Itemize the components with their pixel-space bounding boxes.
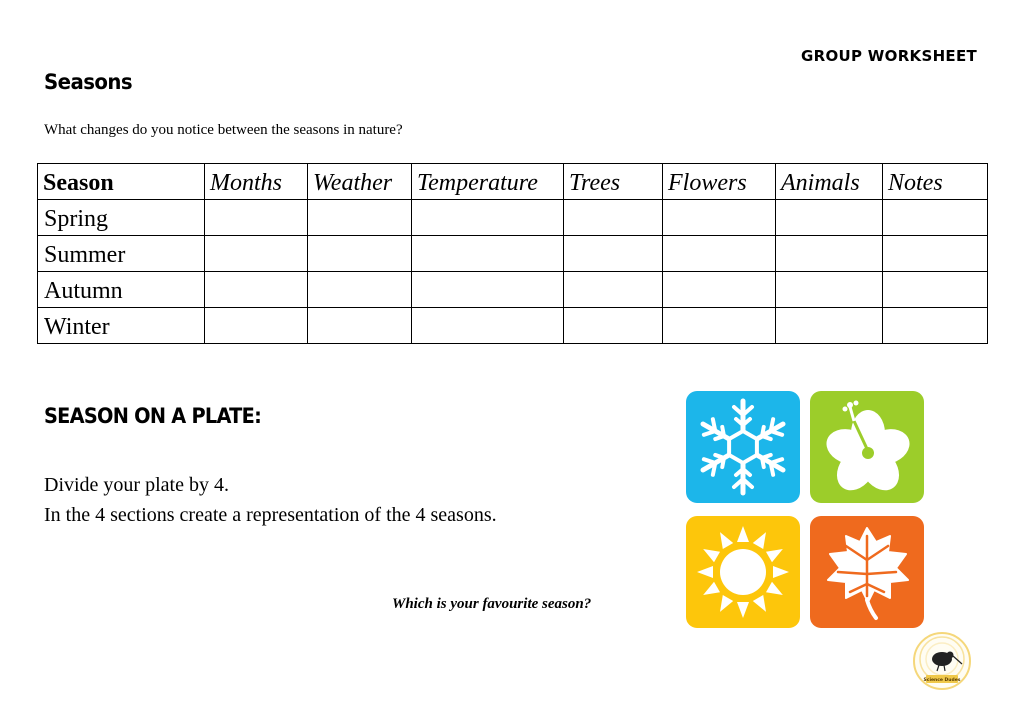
summer-tile [686, 516, 800, 628]
question-text: What changes do you notice between the seasons in nature? [44, 122, 403, 138]
instructions-text [44, 470, 497, 530]
table-cell[interactable] [663, 272, 776, 308]
hibiscus-flower-icon [810, 391, 924, 503]
sun-icon [686, 516, 800, 628]
table-cell[interactable] [308, 272, 412, 308]
table-cell[interactable] [776, 236, 883, 272]
table-cell[interactable] [308, 200, 412, 236]
table-cell[interactable] [883, 200, 988, 236]
column-header-notes: Notes [883, 164, 988, 200]
table-cell[interactable] [308, 236, 412, 272]
column-header-flowers: Flowers [663, 164, 776, 200]
table-cell[interactable] [564, 272, 663, 308]
table-header-row [38, 164, 988, 200]
autumn-tile [810, 516, 924, 628]
column-header-weather: Weather [308, 164, 412, 200]
table-cell[interactable] [205, 272, 308, 308]
worksheet-label: GROUP WORKSHEET [801, 47, 978, 65]
table-cell[interactable] [412, 272, 564, 308]
table-row [38, 308, 988, 344]
table-cell[interactable] [412, 200, 564, 236]
instruction-line: Divide your plate by 4. [44, 474, 229, 496]
table-row [38, 236, 988, 272]
table-cell[interactable] [564, 200, 663, 236]
table-cell[interactable] [412, 308, 564, 344]
row-label-summer: Summer [38, 236, 205, 272]
table-cell[interactable] [564, 236, 663, 272]
column-header-months: Months [205, 164, 308, 200]
table-cell[interactable] [883, 308, 988, 344]
table-cell[interactable] [564, 308, 663, 344]
table-cell[interactable] [776, 272, 883, 308]
table-cell[interactable] [205, 200, 308, 236]
leaf-icon [810, 516, 924, 628]
row-label-autumn: Autumn [38, 272, 205, 308]
table-cell[interactable] [776, 200, 883, 236]
seasons-table [37, 163, 988, 344]
table-row [38, 272, 988, 308]
column-header-temperature: Temperature [412, 164, 564, 200]
table-cell[interactable] [412, 236, 564, 272]
table-row [38, 200, 988, 236]
winter-tile [686, 391, 800, 503]
table-cell[interactable] [663, 308, 776, 344]
spring-tile [810, 391, 924, 503]
row-label-winter: Winter [38, 308, 205, 344]
table-cell[interactable] [308, 308, 412, 344]
instruction-line: In the 4 sections create a representation of the 4 seasons. [44, 504, 497, 526]
favourite-question: Which is your favourite season? [392, 596, 592, 612]
table-cell[interactable] [776, 308, 883, 344]
kiwi-bird-logo [912, 631, 972, 691]
column-header-trees: Trees [564, 164, 663, 200]
table-cell[interactable] [205, 236, 308, 272]
row-label-spring: Spring [38, 200, 205, 236]
column-header-animals: Animals [776, 164, 883, 200]
logo-text: Science Dudes [923, 678, 961, 683]
table-cell[interactable] [663, 200, 776, 236]
table-cell[interactable] [883, 272, 988, 308]
table-cell[interactable] [883, 236, 988, 272]
snowflake-icon [686, 391, 800, 503]
page-title: Seasons [44, 70, 133, 94]
section-title-plate: SEASON ON A PLATE: [44, 404, 262, 428]
table-cell[interactable] [663, 236, 776, 272]
table-cell[interactable] [205, 308, 308, 344]
column-header-season: Season [38, 164, 205, 200]
logo-graphic [912, 631, 972, 691]
